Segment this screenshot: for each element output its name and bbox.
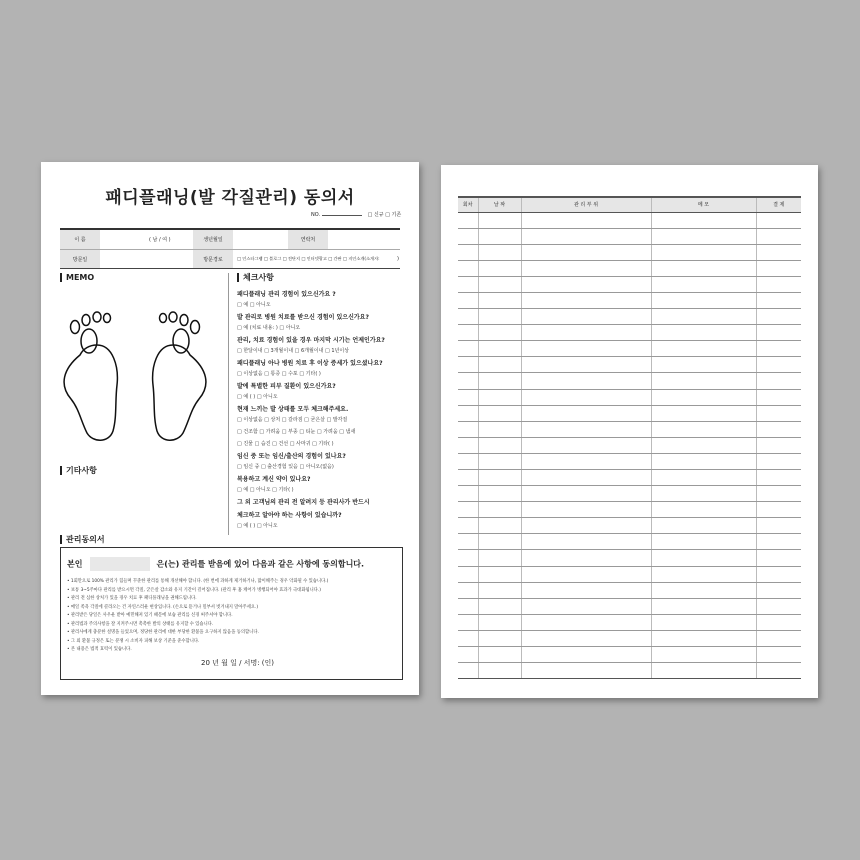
- table-row: [458, 453, 801, 469]
- table-cell: [756, 373, 801, 389]
- table-cell: [521, 212, 651, 228]
- table-cell: [756, 598, 801, 614]
- table-cell: [521, 292, 651, 308]
- table-cell: [478, 614, 521, 630]
- table-row: [458, 292, 801, 308]
- table-cell: [458, 630, 478, 646]
- term-item: • 보통 3~5주마다 관리를 받으시면 각질, 굳은살 감소와 유지 기간이 길어집니다. (관리 후 홈 케어가 병행되어야 효과가 극대화됩니다.): [67, 587, 321, 593]
- table-cell: [651, 518, 756, 534]
- table-cell: [521, 357, 651, 373]
- table-cell: [521, 630, 651, 646]
- left-foot-sole-icon: [64, 345, 117, 440]
- gender-text: ( 남 / 여 ): [149, 237, 171, 243]
- table-cell: [458, 341, 478, 357]
- table-cell: [521, 405, 651, 421]
- route-close: ): [397, 256, 399, 262]
- table-row: [458, 212, 801, 228]
- table-row: [458, 470, 801, 486]
- feet-sole-illustration: [53, 297, 223, 447]
- treatment-log-page: [441, 165, 818, 698]
- table-cell: [756, 502, 801, 518]
- visit-date-label: 방문일: [60, 250, 100, 268]
- table-cell: [756, 357, 801, 373]
- table-cell: [458, 453, 478, 469]
- table-cell: [651, 421, 756, 437]
- table-cell: [651, 260, 756, 276]
- table-cell: [521, 486, 651, 502]
- agree-suffix: 은(는) 관리를 받음에 있어 다음과 같은 사항에 동의합니다.: [156, 559, 365, 569]
- table-cell: [458, 260, 478, 276]
- answer-6b: □ 건조함 □ 가려움 □ 부종 □ 티눈 □ 가려움 □ 냄새: [237, 429, 356, 435]
- table-cell: [478, 309, 521, 325]
- table-cell: [458, 357, 478, 373]
- table-cell: [478, 228, 521, 244]
- table-row: [458, 550, 801, 566]
- table-cell: [756, 534, 801, 550]
- treatment-log-table: [458, 196, 801, 679]
- table-cell: [651, 309, 756, 325]
- table-row: [458, 630, 801, 646]
- table-cell: [651, 212, 756, 228]
- question-5: 발에 특별한 피부 질환이 있으신가요?: [237, 383, 336, 390]
- table-row: [458, 518, 801, 534]
- table-cell: [521, 502, 651, 518]
- table-cell: [458, 244, 478, 260]
- answer-7: □ 임신 중 □ 출산경험 있음 □ 아니오(없음): [237, 464, 334, 470]
- route-options: □ 인스타그램 □ 블로그 □ 전단지 □ 인터넷광고 □ 간판 □ 지인소개(소개자:: [237, 256, 380, 261]
- table-cell: [756, 437, 801, 453]
- table-cell: [458, 421, 478, 437]
- table-cell: [521, 260, 651, 276]
- table-cell: [651, 341, 756, 357]
- table-cell: [478, 421, 521, 437]
- table-row: [458, 341, 801, 357]
- info-row-1: [60, 230, 400, 249]
- header-date: 날 짜: [478, 197, 521, 212]
- table-cell: [458, 325, 478, 341]
- table-cell: [521, 453, 651, 469]
- table-cell: [651, 550, 756, 566]
- table-cell: [651, 373, 756, 389]
- answer-2: □ 예 (치료 내용: ) □ 아니오: [237, 325, 301, 331]
- no-label: NO.: [311, 212, 321, 218]
- table-cell: [651, 389, 756, 405]
- table-cell: [521, 550, 651, 566]
- table-cell: [756, 470, 801, 486]
- table-row: [458, 486, 801, 502]
- table-cell: [651, 534, 756, 550]
- table-cell: [521, 276, 651, 292]
- table-cell: [756, 260, 801, 276]
- table-cell: [521, 534, 651, 550]
- customer-info-table: [60, 228, 400, 269]
- term-item: • 관리법과 주의사항을 잘 지켜주시면 촉촉한 발의 상태를 유지할 수 있습니다.: [67, 621, 214, 627]
- table-cell: [478, 598, 521, 614]
- table-cell: [756, 389, 801, 405]
- table-row: [458, 582, 801, 598]
- table-cell: [458, 518, 478, 534]
- existing-checkbox: □ 기존: [385, 212, 402, 218]
- table-cell: [458, 309, 478, 325]
- table-cell: [458, 389, 478, 405]
- table-cell: [756, 566, 801, 582]
- terms-list: [67, 578, 328, 655]
- table-cell: [458, 212, 478, 228]
- term-item: • 그 외 환불 규정은 또는 분쟁 시 소비자 피해 보상 기준을 준수합니다.: [67, 638, 200, 644]
- agreement-heading: 관리동의서: [60, 535, 105, 544]
- table-cell: [521, 437, 651, 453]
- table-cell: [521, 309, 651, 325]
- term-item: • 관리사에게 충분한 설명을 들었으며, 정당한 관리에 대한 부당한 환불을 요구하지 않음을 동의합니다.: [67, 630, 259, 635]
- table-cell: [521, 244, 651, 260]
- table-row: [458, 598, 801, 614]
- table-cell: [478, 630, 521, 646]
- name-label: 이 름: [60, 230, 100, 249]
- table-cell: [651, 325, 756, 341]
- table-cell: [651, 470, 756, 486]
- table-cell: [458, 228, 478, 244]
- table-cell: [478, 470, 521, 486]
- table-row: [458, 502, 801, 518]
- table-cell: [756, 244, 801, 260]
- table-cell: [458, 663, 478, 679]
- table-cell: [458, 550, 478, 566]
- question-8: 복용하고 계신 약이 있나요?: [237, 476, 311, 483]
- table-cell: [478, 453, 521, 469]
- table-cell: [651, 582, 756, 598]
- table-cell: [651, 244, 756, 260]
- table-cell: [756, 518, 801, 534]
- table-cell: [651, 437, 756, 453]
- table-cell: [478, 260, 521, 276]
- answer-8: □ 예 □ 아니오 □ 기타( ): [237, 487, 294, 493]
- table-cell: [478, 389, 521, 405]
- table-cell: [478, 292, 521, 308]
- question-9b: 체크하고 알아야 하는 사항이 있습니까?: [237, 512, 342, 519]
- table-cell: [521, 614, 651, 630]
- table-cell: [521, 389, 651, 405]
- agree-prefix: 본인: [67, 559, 83, 569]
- no-blank: [322, 215, 362, 216]
- table-cell: [651, 598, 756, 614]
- table-cell: [458, 276, 478, 292]
- term-item: • 본 내용은 법적 효력이 있습니다.: [67, 647, 132, 652]
- table-cell: [651, 292, 756, 308]
- agreement-statement: [67, 557, 364, 571]
- table-cell: [478, 486, 521, 502]
- customer-name-box: [90, 557, 150, 571]
- table-cell: [756, 292, 801, 308]
- table-row: [458, 309, 801, 325]
- table-cell: [478, 582, 521, 598]
- table-row: [458, 228, 801, 244]
- table-cell: [651, 228, 756, 244]
- answer-6c: □ 진물 □ 습진 □ 건선 □ 사마귀 □ 기타( ): [237, 441, 334, 447]
- question-1: 패디플래닝 관리 경험이 있으신가요 ?: [237, 291, 336, 298]
- table-cell: [756, 614, 801, 630]
- table-cell: [478, 502, 521, 518]
- table-row: [458, 276, 801, 292]
- answer-9: □ 예 ( ) □ 아니오: [237, 523, 278, 529]
- form-number-line: [311, 211, 401, 218]
- table-cell: [651, 630, 756, 646]
- form-title: 패디플래닝(발 각질관리) 동의서: [105, 188, 355, 208]
- table-cell: [756, 453, 801, 469]
- answer-5: □ 예 ( ) □ 아니오: [237, 394, 278, 400]
- table-cell: [521, 470, 651, 486]
- table-cell: [651, 486, 756, 502]
- table-cell: [521, 341, 651, 357]
- table-cell: [756, 421, 801, 437]
- table-cell: [458, 614, 478, 630]
- table-cell: [458, 534, 478, 550]
- table-row: [458, 405, 801, 421]
- table-cell: [458, 647, 478, 663]
- table-cell: [521, 663, 651, 679]
- table-cell: [651, 276, 756, 292]
- table-row: [458, 566, 801, 582]
- question-9a: 그 외 고객님의 관리 전 알려지 등 관리사가 반드시: [237, 499, 370, 506]
- table-cell: [756, 341, 801, 357]
- route-label: 방문경로: [193, 250, 233, 268]
- table-cell: [458, 598, 478, 614]
- table-cell: [478, 341, 521, 357]
- question-3: 관리, 치료 경험이 있을 경우 마지막 시기는 언제인가요?: [237, 337, 385, 344]
- table-cell: [478, 276, 521, 292]
- table-cell: [651, 647, 756, 663]
- table-cell: [478, 550, 521, 566]
- header-session: 회차: [458, 197, 478, 212]
- table-cell: [756, 486, 801, 502]
- table-row: [458, 437, 801, 453]
- header-memo: 메 모: [651, 197, 756, 212]
- term-item: • 매일 족욕 각질에 콜라오는 건 자연스러운 현상입니다. (손으로 뜯거나 밀부셔 벗겨내지 말아주세요.): [67, 604, 259, 610]
- table-row: [458, 373, 801, 389]
- table-row: [458, 647, 801, 663]
- header-area: 관 리 부 위: [521, 197, 651, 212]
- table-cell: [458, 566, 478, 582]
- table-cell: [756, 405, 801, 421]
- table-cell: [478, 405, 521, 421]
- table-cell: [478, 566, 521, 582]
- table-cell: [756, 630, 801, 646]
- table-cell: [756, 325, 801, 341]
- table-cell: [521, 582, 651, 598]
- answer-4: □ 이상없음 □ 통증 □ 수포 □ 기타( ): [237, 371, 321, 377]
- table-cell: [651, 502, 756, 518]
- table-row: [458, 614, 801, 630]
- table-cell: [651, 566, 756, 582]
- question-7: 임신 중 또는 임신/출산의 경험이 있나요?: [237, 453, 346, 460]
- table-cell: [521, 325, 651, 341]
- answer-6a: □ 이상없음 □ 상처 □ 갈라짐 □ 굳은살 □ 발각질: [237, 417, 348, 423]
- table-row: [458, 389, 801, 405]
- table-cell: [458, 582, 478, 598]
- table-cell: [651, 453, 756, 469]
- term-item: • 관리받은 당일은 사우운 받아 예민해져 있기 때문에 보습 관리를 신경 써주셔야 합니다.: [67, 613, 233, 618]
- table-cell: [756, 309, 801, 325]
- table-row: [458, 357, 801, 373]
- table-cell: [651, 614, 756, 630]
- contact-label: 연락처: [288, 230, 328, 249]
- table-cell: [521, 421, 651, 437]
- table-cell: [521, 228, 651, 244]
- table-cell: [478, 357, 521, 373]
- term-item: • 1회만으로 100% 관리가 힘들며 꾸준한 관리를 통해 개선해야 합니다. (한 번에 과하게 제거하거나, 많이해주는 경우 악화될 수 있습니다.): [67, 579, 329, 584]
- table-cell: [458, 373, 478, 389]
- question-6: 현재 느끼는 발 상태를 모두 체크해주세요.: [237, 406, 349, 413]
- birth-label: 생년월일: [193, 230, 233, 249]
- table-row: [458, 421, 801, 437]
- table-row: [458, 325, 801, 341]
- table-cell: [651, 663, 756, 679]
- table-row: [458, 534, 801, 550]
- table-cell: [458, 437, 478, 453]
- table-cell: [521, 373, 651, 389]
- agreement-box: [60, 547, 403, 680]
- table-cell: [478, 373, 521, 389]
- table-cell: [521, 566, 651, 582]
- table-cell: [756, 647, 801, 663]
- right-foot-sole-icon: [153, 345, 206, 440]
- table-cell: [756, 212, 801, 228]
- table-body: [458, 212, 801, 679]
- table-cell: [756, 663, 801, 679]
- other-notes-heading: 기타사항: [60, 466, 97, 475]
- answer-3: □ 한달이내 □ 3개월이내 □ 6개월이내 □ 1년이상: [237, 348, 350, 354]
- table-cell: [478, 212, 521, 228]
- info-row-2: [60, 249, 400, 268]
- table-cell: [756, 550, 801, 566]
- table-cell: [756, 228, 801, 244]
- table-cell: [478, 647, 521, 663]
- column-divider: [228, 273, 229, 535]
- table-row: [458, 244, 801, 260]
- table-cell: [478, 437, 521, 453]
- answer-1: □ 예 □ 아니오: [237, 302, 271, 308]
- table-cell: [521, 518, 651, 534]
- table-cell: [478, 244, 521, 260]
- table-cell: [756, 582, 801, 598]
- table-cell: [521, 647, 651, 663]
- table-cell: [651, 357, 756, 373]
- header-payment: 결 제: [756, 197, 801, 212]
- table-cell: [458, 470, 478, 486]
- table-header-row: [458, 197, 801, 212]
- table-cell: [478, 663, 521, 679]
- memo-heading: MEMO: [60, 273, 94, 282]
- signature-line: 20 년 월 일 / 서명: (인): [201, 659, 275, 667]
- term-item: • 관리 전 심한 상처가 있을 경우 치료 후 패디플래닝을 권해드립니다.: [67, 596, 197, 601]
- table-row: [458, 663, 801, 679]
- new-checkbox: □ 신규: [367, 212, 384, 218]
- checklist-heading: 체크사항: [237, 273, 274, 282]
- table-row: [458, 260, 801, 276]
- table-cell: [478, 518, 521, 534]
- table-cell: [478, 534, 521, 550]
- table-cell: [478, 325, 521, 341]
- question-4: 패디플래닝 아나 병원 치료 후 이상 증세가 있으셨나요?: [237, 360, 383, 367]
- table-cell: [458, 486, 478, 502]
- table-cell: [458, 405, 478, 421]
- table-cell: [458, 502, 478, 518]
- consent-form-page: [41, 162, 419, 695]
- question-2: 발 관리로 병원 치료를 받으신 경험이 있으신가요?: [237, 314, 369, 321]
- table-cell: [756, 276, 801, 292]
- table-cell: [521, 598, 651, 614]
- table-cell: [651, 405, 756, 421]
- table-cell: [458, 292, 478, 308]
